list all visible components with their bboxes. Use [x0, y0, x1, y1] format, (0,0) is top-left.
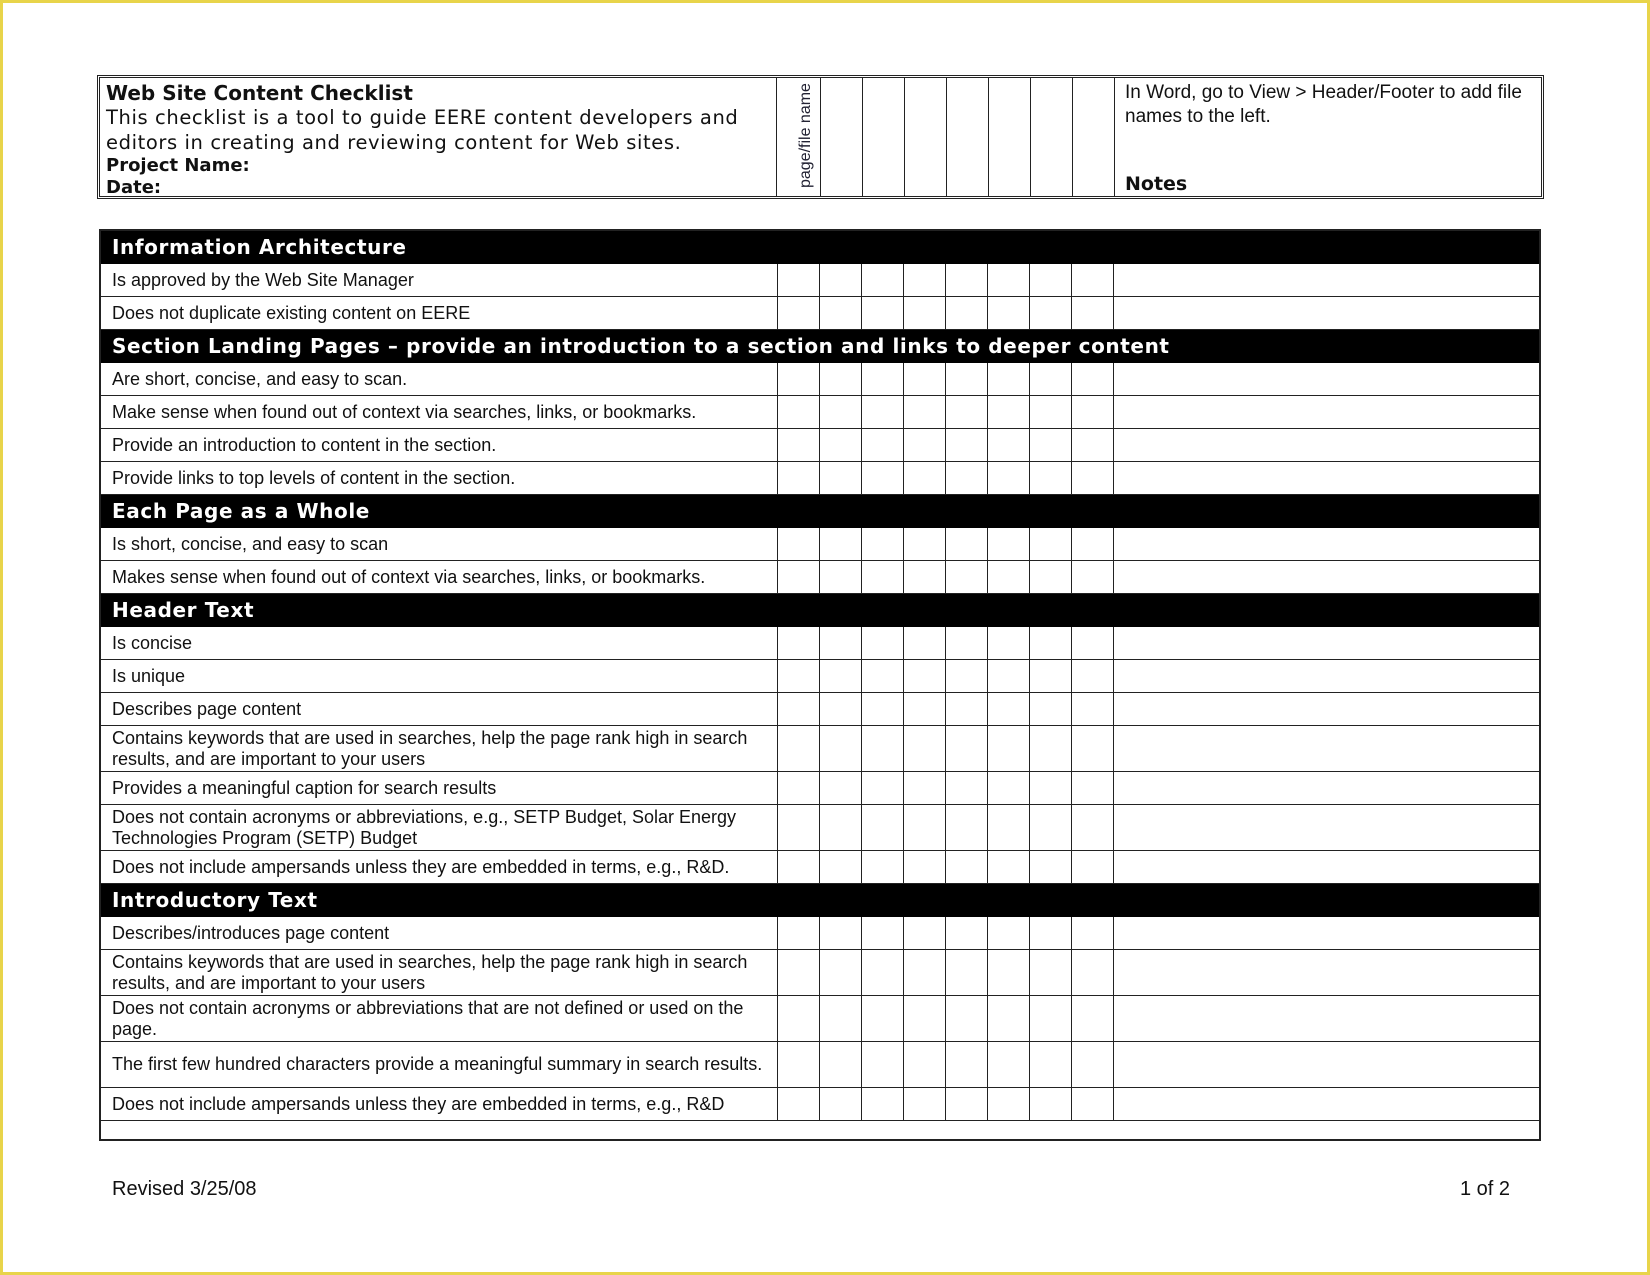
check-cell[interactable] — [904, 772, 946, 805]
check-cell[interactable] — [1072, 726, 1114, 772]
check-cell[interactable] — [778, 726, 820, 772]
check-cell[interactable] — [988, 996, 1030, 1042]
project-name-label: Project Name: — [106, 155, 250, 176]
check-cell[interactable] — [1072, 627, 1114, 660]
check-cell[interactable] — [1030, 851, 1072, 884]
check-cell[interactable] — [946, 297, 988, 330]
checklist-item-text: Are short, concise, and easy to scan. — [101, 363, 778, 396]
notes-cell[interactable] — [1114, 772, 1541, 805]
checklist-item-text: Is short, concise, and easy to scan — [101, 528, 778, 561]
check-cell[interactable] — [1030, 693, 1072, 726]
check-cell[interactable] — [862, 660, 904, 693]
check-cell[interactable] — [1030, 627, 1072, 660]
table-row — [101, 1088, 1541, 1121]
checklist-item-text: Does not contain acronyms or abbreviations, e.g., SETP Budget, Solar Energy Technologies Program (SETP) Budget — [101, 805, 778, 851]
check-cell[interactable] — [1072, 693, 1114, 726]
check-cell[interactable] — [946, 660, 988, 693]
table-row — [101, 772, 1541, 805]
table-row — [101, 917, 1541, 950]
notes-cell[interactable] — [1114, 1042, 1541, 1088]
table-row — [101, 528, 1541, 561]
section-header-row — [101, 330, 1541, 363]
notes-cell[interactable] — [1114, 1088, 1541, 1121]
check-cell[interactable] — [904, 363, 946, 396]
checklist-item-text: Describes page content — [101, 693, 778, 726]
notes-cell[interactable] — [1114, 851, 1541, 884]
check-cell[interactable] — [904, 1088, 946, 1121]
check-cell[interactable] — [778, 917, 820, 950]
revised-date: Revised 3/25/08 — [112, 1178, 257, 1200]
checklist-item-text: Does not include ampersands unless they are embedded in terms, e.g., R&D. — [101, 851, 778, 884]
table-row — [101, 660, 1541, 693]
check-cell[interactable] — [946, 264, 988, 297]
table-row — [101, 851, 1541, 884]
checklist-item-text: Does not include ampersands unless they are embedded in terms, e.g., R&D — [101, 1088, 778, 1121]
check-cell[interactable] — [820, 1042, 862, 1088]
check-cell[interactable] — [778, 772, 820, 805]
checklist-header — [97, 75, 1544, 199]
checklist-item-text: Is unique — [101, 660, 778, 693]
check-cell[interactable] — [862, 950, 904, 996]
check-cell[interactable] — [862, 396, 904, 429]
check-cell[interactable] — [988, 297, 1030, 330]
check-cell[interactable] — [988, 1042, 1030, 1088]
check-cell[interactable] — [1030, 950, 1072, 996]
table-row — [101, 297, 1541, 330]
check-cell[interactable] — [946, 950, 988, 996]
check-cell[interactable] — [778, 462, 820, 495]
page-column[interactable] — [905, 78, 947, 196]
check-cell[interactable] — [988, 917, 1030, 950]
check-cell[interactable] — [988, 429, 1030, 462]
check-cell[interactable] — [820, 462, 862, 495]
check-cell[interactable] — [778, 805, 820, 851]
check-cell[interactable] — [862, 528, 904, 561]
check-cell[interactable] — [1072, 561, 1114, 594]
check-cell[interactable] — [1030, 396, 1072, 429]
table-row — [101, 627, 1541, 660]
check-cell[interactable] — [946, 996, 988, 1042]
check-cell[interactable] — [820, 528, 862, 561]
check-cell[interactable] — [904, 429, 946, 462]
check-cell[interactable] — [904, 660, 946, 693]
check-cell[interactable] — [988, 805, 1030, 851]
check-cell[interactable] — [988, 772, 1030, 805]
check-cell[interactable] — [820, 297, 862, 330]
check-cell[interactable] — [778, 627, 820, 660]
check-cell[interactable] — [988, 1088, 1030, 1121]
notes-cell[interactable] — [1114, 660, 1541, 693]
notes-cell[interactable] — [1114, 726, 1541, 772]
check-cell[interactable] — [904, 396, 946, 429]
checklist-item-text: Does not duplicate existing content on EERE — [101, 297, 778, 330]
check-cell[interactable] — [820, 996, 862, 1042]
check-cell[interactable] — [862, 264, 904, 297]
table-row — [101, 429, 1541, 462]
check-cell[interactable] — [946, 772, 988, 805]
check-cell[interactable] — [946, 917, 988, 950]
table-row — [101, 805, 1541, 851]
check-cell[interactable] — [1072, 917, 1114, 950]
check-cell[interactable] — [1030, 996, 1072, 1042]
check-cell[interactable] — [1072, 772, 1114, 805]
check-cell[interactable] — [904, 561, 946, 594]
check-cell[interactable] — [778, 851, 820, 884]
check-cell[interactable] — [778, 693, 820, 726]
document-title: Web Site Content Checklist — [106, 81, 413, 105]
check-cell[interactable] — [904, 693, 946, 726]
checklist-item-text: Provide links to top levels of content in the section. — [101, 462, 778, 495]
check-cell[interactable] — [1030, 429, 1072, 462]
check-cell[interactable] — [904, 264, 946, 297]
check-cell[interactable] — [1030, 363, 1072, 396]
checklist-item-text: Is concise — [101, 627, 778, 660]
check-cell[interactable] — [904, 950, 946, 996]
check-cell[interactable] — [1072, 264, 1114, 297]
notes-cell[interactable] — [1114, 297, 1541, 330]
check-cell[interactable] — [946, 627, 988, 660]
check-cell[interactable] — [988, 561, 1030, 594]
check-cell[interactable] — [988, 660, 1030, 693]
check-cell[interactable] — [946, 726, 988, 772]
section-title: Introductory Text — [101, 884, 1541, 917]
page-column[interactable] — [989, 78, 1031, 196]
check-cell[interactable] — [1030, 726, 1072, 772]
check-cell[interactable] — [862, 996, 904, 1042]
check-cell[interactable] — [988, 363, 1030, 396]
check-cell[interactable] — [988, 396, 1030, 429]
table-row — [101, 693, 1541, 726]
check-cell[interactable] — [1030, 561, 1072, 594]
page-column[interactable] — [1073, 78, 1115, 196]
checklist-item-text: Provide an introduction to content in the section. — [101, 429, 778, 462]
check-cell[interactable] — [988, 693, 1030, 726]
check-cell[interactable] — [988, 950, 1030, 996]
table-row — [101, 462, 1541, 495]
check-cell[interactable] — [862, 297, 904, 330]
checklist-item-text: Provides a meaningful caption for search results — [101, 772, 778, 805]
check-cell[interactable] — [946, 1088, 988, 1121]
check-cell[interactable] — [946, 561, 988, 594]
check-cell[interactable] — [820, 950, 862, 996]
check-cell[interactable] — [862, 805, 904, 851]
check-cell[interactable] — [778, 297, 820, 330]
check-cell[interactable] — [1030, 264, 1072, 297]
header-info — [100, 78, 777, 196]
check-cell[interactable] — [904, 462, 946, 495]
check-cell[interactable] — [904, 805, 946, 851]
table-row — [101, 950, 1541, 996]
check-cell[interactable] — [862, 851, 904, 884]
check-cell[interactable] — [862, 462, 904, 495]
check-cell[interactable] — [820, 363, 862, 396]
check-cell[interactable] — [946, 363, 988, 396]
check-cell[interactable] — [778, 528, 820, 561]
table-row — [101, 1042, 1541, 1088]
check-cell[interactable] — [862, 561, 904, 594]
check-cell[interactable] — [946, 528, 988, 561]
check-cell[interactable] — [820, 561, 862, 594]
check-cell[interactable] — [862, 429, 904, 462]
check-cell[interactable] — [1072, 805, 1114, 851]
check-cell[interactable] — [946, 693, 988, 726]
checklist-item-text: Is approved by the Web Site Manager — [101, 264, 778, 297]
checklist-item-text: Contains keywords that are used in searches, help the page rank high in search results, and are important to your users — [101, 726, 778, 772]
notes-cell[interactable] — [1114, 528, 1541, 561]
check-cell[interactable] — [820, 693, 862, 726]
check-cell[interactable] — [946, 462, 988, 495]
notes-cell[interactable] — [1114, 264, 1541, 297]
table-row — [101, 264, 1541, 297]
check-cell[interactable] — [988, 627, 1030, 660]
section-header-row — [101, 594, 1541, 627]
check-cell[interactable] — [904, 627, 946, 660]
check-cell[interactable] — [1030, 660, 1072, 693]
check-cell[interactable] — [820, 805, 862, 851]
check-cell[interactable] — [1072, 660, 1114, 693]
check-cell[interactable] — [820, 660, 862, 693]
table-row — [101, 363, 1541, 396]
check-cell[interactable] — [820, 917, 862, 950]
page-column[interactable] — [863, 78, 905, 196]
document-description: This checklist is a tool to guide EERE content developers and editors in creating and reviewing content for Web sites. — [106, 106, 739, 154]
check-cell[interactable] — [946, 396, 988, 429]
check-cell[interactable] — [862, 726, 904, 772]
check-cell[interactable] — [820, 851, 862, 884]
section-title: Each Page as a Whole — [101, 495, 1541, 528]
check-cell[interactable] — [862, 1088, 904, 1121]
section-header-row — [101, 884, 1541, 917]
notes-cell[interactable] — [1114, 950, 1541, 996]
checklist-item-text: The first few hundred characters provide a meaningful summary in search results. — [101, 1042, 778, 1088]
check-cell[interactable] — [904, 996, 946, 1042]
check-cell[interactable] — [862, 1042, 904, 1088]
check-cell[interactable] — [778, 264, 820, 297]
check-cell[interactable] — [862, 772, 904, 805]
check-cell[interactable] — [1030, 528, 1072, 561]
notes-cell[interactable] — [1114, 462, 1541, 495]
check-cell[interactable] — [1072, 528, 1114, 561]
check-cell[interactable] — [1072, 396, 1114, 429]
notes-cell[interactable] — [1114, 429, 1541, 462]
check-cell[interactable] — [1030, 297, 1072, 330]
section-title: Header Text — [101, 594, 1541, 627]
notes-cell[interactable] — [1114, 396, 1541, 429]
checklist-table — [100, 230, 1541, 1121]
check-cell[interactable] — [820, 1088, 862, 1121]
check-cell[interactable] — [1030, 462, 1072, 495]
header-notes-area — [1115, 78, 1541, 196]
check-cell[interactable] — [946, 1042, 988, 1088]
notes-cell[interactable] — [1114, 561, 1541, 594]
page-column[interactable] — [947, 78, 989, 196]
notes-label: Notes — [1125, 173, 1188, 195]
check-cell[interactable] — [988, 528, 1030, 561]
notes-cell[interactable] — [1114, 996, 1541, 1042]
page-column[interactable] — [821, 78, 863, 196]
check-cell[interactable] — [988, 264, 1030, 297]
check-cell[interactable] — [904, 1042, 946, 1088]
check-cell[interactable] — [862, 917, 904, 950]
check-cell[interactable] — [946, 851, 988, 884]
check-cell[interactable] — [820, 429, 862, 462]
check-cell[interactable] — [988, 462, 1030, 495]
notes-cell[interactable] — [1114, 693, 1541, 726]
check-cell[interactable] — [988, 851, 1030, 884]
check-cell[interactable] — [1072, 996, 1114, 1042]
check-cell[interactable] — [778, 429, 820, 462]
check-cell[interactable] — [820, 264, 862, 297]
check-cell[interactable] — [778, 396, 820, 429]
check-cell[interactable] — [1072, 1088, 1114, 1121]
check-cell[interactable] — [778, 1042, 820, 1088]
check-cell[interactable] — [988, 726, 1030, 772]
check-cell[interactable] — [1072, 1042, 1114, 1088]
check-cell[interactable] — [778, 561, 820, 594]
check-cell[interactable] — [862, 363, 904, 396]
check-cell[interactable] — [1030, 917, 1072, 950]
table-row — [101, 561, 1541, 594]
checklist-item-text: Does not contain acronyms or abbreviations that are not defined or used on the page. — [101, 996, 778, 1042]
check-cell[interactable] — [1072, 950, 1114, 996]
page-file-name-column[interactable] — [777, 78, 821, 196]
check-cell[interactable] — [904, 726, 946, 772]
notes-cell[interactable] — [1114, 805, 1541, 851]
check-cell[interactable] — [1072, 297, 1114, 330]
check-cell[interactable] — [1030, 772, 1072, 805]
page-number: 1 of 2 — [1460, 1178, 1511, 1200]
section-title: Section Landing Pages – provide an introduction to a section and links to deeper content — [101, 330, 1541, 363]
section-header-row — [101, 495, 1541, 528]
check-cell[interactable] — [778, 950, 820, 996]
checklist-item-text: Make sense when found out of context via searches, links, or bookmarks. — [101, 396, 778, 429]
check-cell[interactable] — [778, 363, 820, 396]
check-cell[interactable] — [1030, 805, 1072, 851]
date-label: Date: — [106, 177, 162, 198]
check-cell[interactable] — [862, 627, 904, 660]
check-cell[interactable] — [820, 726, 862, 772]
checklist-item-text: Describes/introduces page content — [101, 917, 778, 950]
check-cell[interactable] — [1072, 429, 1114, 462]
check-cell[interactable] — [904, 297, 946, 330]
table-row — [101, 396, 1541, 429]
check-cell[interactable] — [778, 1088, 820, 1121]
notes-cell[interactable] — [1114, 627, 1541, 660]
page-column[interactable] — [1031, 78, 1073, 196]
instruction-text: In Word, go to View > Header/Footer to add file names to the left. — [1125, 82, 1522, 127]
check-cell[interactable] — [1030, 1088, 1072, 1121]
section-title: Information Architecture — [101, 231, 1541, 264]
check-cell[interactable] — [946, 805, 988, 851]
check-cell[interactable] — [904, 917, 946, 950]
check-cell[interactable] — [946, 429, 988, 462]
check-cell[interactable] — [904, 851, 946, 884]
check-cell[interactable] — [1072, 462, 1114, 495]
section-header-row — [101, 231, 1541, 264]
checklist-item-text: Makes sense when found out of context via searches, links, or bookmarks. — [101, 561, 778, 594]
checklist-item-text: Contains keywords that are used in searches, help the page rank high in search results, and are important to your users — [101, 950, 778, 996]
notes-cell[interactable] — [1114, 363, 1541, 396]
table-row — [101, 996, 1541, 1042]
page-columns-header — [777, 78, 1115, 196]
check-cell[interactable] — [1072, 363, 1114, 396]
check-cell[interactable] — [778, 996, 820, 1042]
page-file-name-label: page/file name — [797, 83, 814, 188]
check-cell[interactable] — [820, 772, 862, 805]
check-cell[interactable] — [820, 396, 862, 429]
check-cell[interactable] — [862, 693, 904, 726]
check-cell[interactable] — [1030, 1042, 1072, 1088]
check-cell[interactable] — [1072, 851, 1114, 884]
check-cell[interactable] — [820, 627, 862, 660]
check-cell[interactable] — [778, 660, 820, 693]
notes-cell[interactable] — [1114, 917, 1541, 950]
check-cell[interactable] — [904, 528, 946, 561]
table-row — [101, 726, 1541, 772]
